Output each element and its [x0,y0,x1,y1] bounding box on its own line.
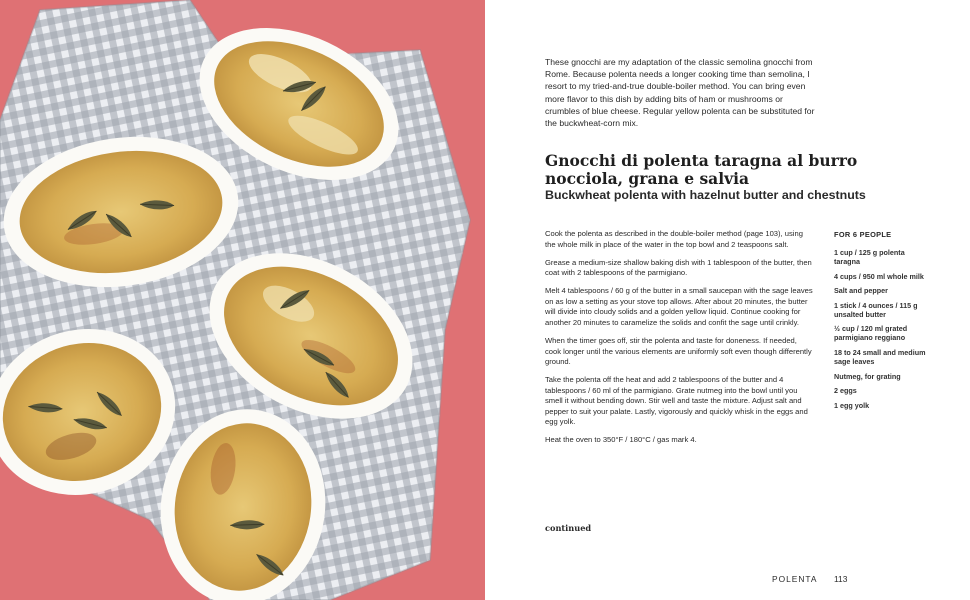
method-step-1: Cook the polenta as described in the double-boiler method (page 103), using the whole milk in place of the water in the top bowl and 2 teaspoons salt. [545,229,803,249]
servings-heading: FOR 6 PEOPLE [834,230,892,239]
method-step-5: Take the polenta off the heat and add 2 tablespoons of the butter and 4 tablespoons / 60 ml of the parmigiano. Grate nutmeg into the bowl until you smell it without bending down. Stir well and taste the mixture. Adjust salt and pepper to suit your palate. Lastly, vigorously and quickly whisk in the eggs and egg yolk. [545,375,808,427]
ingredients-list [834,230,932,415]
method-step-3: Melt 4 tablespoons / 60 g of the butter in a small saucepan with the sage leaves on as low a setting as your stove top allows. After about 20 minutes, the butter will divide into cloudy solids and a golden yellow liquid. Continue cooking for another 20 minutes to caramelize the solids and confit the sage until crinkly. [545,286,813,327]
ingredient-item: 2 eggs [834,386,857,396]
recipe-page [485,0,970,600]
ingredient-item: 1 cup / 125 g polenta taragna [834,248,905,266]
ingredient-item: ½ cup / 120 ml grated parmigiano reggiano [834,324,908,343]
method-step-6: Heat the oven to 350°F / 180°C / gas mark 4. [545,435,697,445]
recipe-subtitle: Buckwheat polenta with hazelnut butter and chestnuts [545,188,866,202]
ingredient-item: 18 to 24 small and medium sage leaves [834,347,926,366]
ingredient-item: Nutmeg, for grating [834,371,901,381]
method-steps [545,229,813,453]
running-footer-section: POLENTA [772,574,818,584]
ingredient-item: 1 stick / 4 ounces / 115 g unsalted butter [834,300,918,319]
ingredient-item: 1 egg yolk [834,400,870,410]
ingredient-item: 4 cups / 950 ml whole milk [834,271,924,281]
recipe-title: Gnocchi di polenta taragna al burro nocciola, grana e salvia [545,151,858,188]
continued-label: continued [545,523,592,533]
page-number: 113 [834,574,848,584]
intro-paragraph: These gnocchi are my adaptation of the classic semolina gnocchi from Rome. Because polenta needs a longer cooking time than semolina, I resort to my tried-and-true double-boiler method. You can bring even more flavor to this dish by adding bits of ham or mushrooms or crumbles of blue cheese. Regular yellow polenta can be substituted for the buckwheat-corn mix. [545,57,815,129]
method-step-4: When the timer goes off, stir the polenta and taste for doneness. If needed, cook longer until the various elements are uniformly soft even though differently ground. [545,335,812,367]
ingredient-item: Salt and pepper [834,286,888,296]
method-step-2: Grease a medium-size shallow baking dish with 1 tablespoon of the butter, then coat with 2 tablespoons of the parmigiano. [545,257,812,278]
